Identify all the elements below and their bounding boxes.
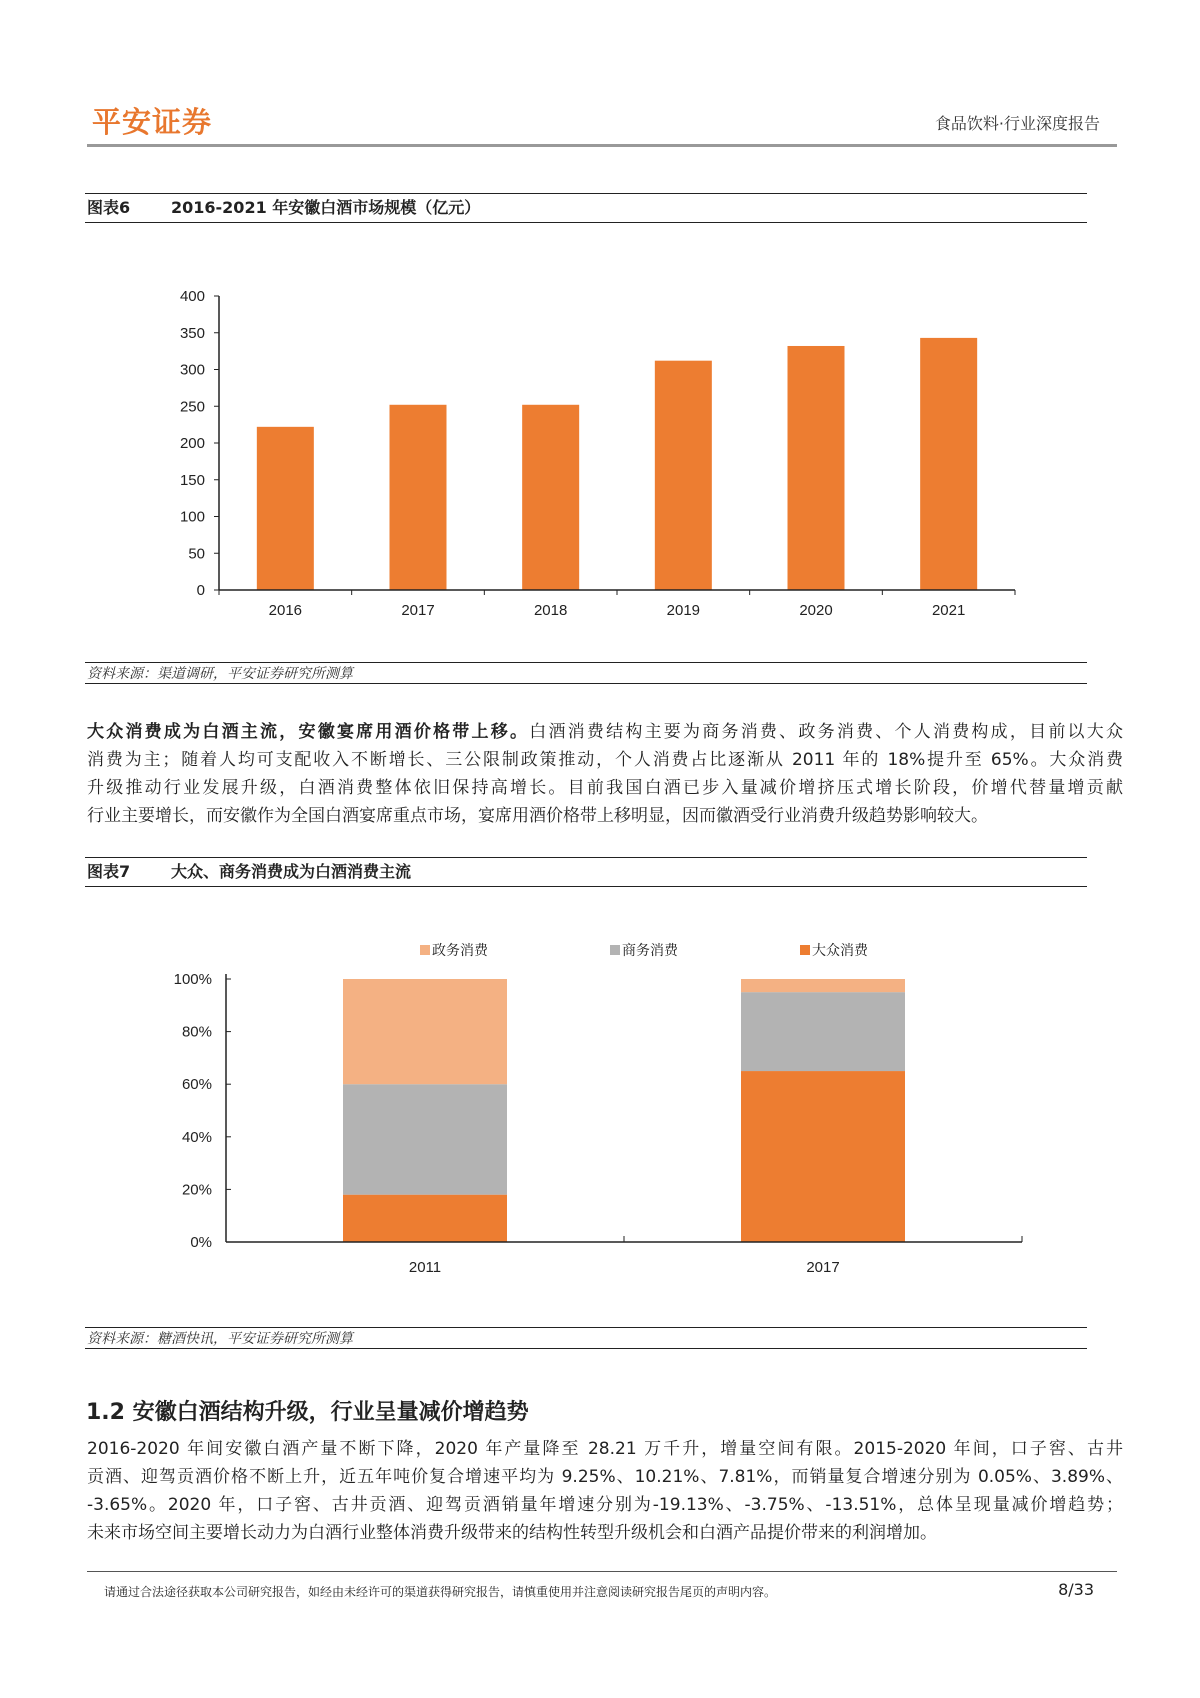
- figure6-source: 资料来源：渠道调研，平安证券研究所测算: [85, 662, 1087, 684]
- bar-segment-2017-商务消费: [741, 992, 905, 1071]
- y-tick-label: 60%: [181, 1076, 212, 1094]
- y-tick-label: 100: [179, 508, 205, 526]
- figure6-title: [85, 193, 1087, 223]
- bar-segment-2011-政务消费: [343, 979, 507, 1084]
- x-tick-label: 2021: [931, 602, 966, 619]
- bar-2019: [655, 361, 712, 590]
- page-number: 8/33: [1058, 1580, 1094, 1599]
- y-tick-label: 0%: [190, 1234, 212, 1251]
- y-tick-label: 20%: [181, 1181, 212, 1199]
- bar-2021: [920, 338, 977, 590]
- legend-label: 政务消费: [432, 942, 488, 958]
- bar-segment-2011-大众消费: [343, 1195, 507, 1242]
- consumption-structure-stacked-chart: [150, 930, 1050, 1290]
- paragraph-line: 贡酒、迎驾贡酒价格不断上升，近五年吨价复合增速平均为 9.25%、10.21%、7.81%，而销量复合增速分别为 0.05%、3.89%、: [87, 1467, 1123, 1487]
- y-tick-label: 50: [188, 545, 205, 563]
- x-tick-label: 2018: [533, 602, 568, 619]
- footer-disclaimer: 请通过合法途径获取本公司研究报告，如经由未经许可的渠道获得研究报告，请慎重使用并注意阅读研究报告尾页的声明内容。: [104, 1585, 777, 1599]
- paragraph-line: -3.65%。2020 年，口子窖、古井贡酒、迎驾贡酒销量年增速分别为-19.13%、-3.75%、-13.51%，总体呈现量减价增趋势；: [87, 1495, 1123, 1515]
- figure6-number: 图表6: [87, 198, 131, 217]
- y-tick-label: 0: [196, 582, 205, 599]
- bar-segment-2011-商务消费: [343, 1084, 507, 1194]
- legend-label: 商务消费: [622, 942, 678, 958]
- x-tick-label: 2017: [401, 602, 435, 619]
- y-tick-label: 100%: [173, 971, 212, 988]
- paragraph-consumption: [87, 718, 1123, 830]
- figure7-caption: 大众、商务消费成为白酒消费主流: [171, 862, 412, 881]
- x-tick-label: 2020: [799, 602, 833, 619]
- x-tick-label: 2011: [408, 1259, 442, 1276]
- x-tick-label: 2019: [666, 602, 701, 619]
- bar-2016: [257, 427, 314, 590]
- figure7-source: 资料来源：糖酒快讯，平安证券研究所测算: [85, 1327, 1087, 1349]
- legend-swatch-政务消费: [420, 945, 430, 955]
- figure7-number: 图表7: [87, 862, 131, 881]
- paragraph-line: 消费为主；随着人均可支配收入不断增长、三公限制政策推动，个人消费占比逐渐从 2011 年的 18%提升至 65%。大众消费: [87, 750, 1123, 770]
- y-tick-label: 80%: [181, 1023, 212, 1041]
- bar-2020: [788, 346, 845, 590]
- paragraph-line: 2016-2020 年间安徽白酒产量不断下降，2020 年产量降至 28.21 万千升，增量空间有限。2015-2020 年间，口子窖、古井: [87, 1439, 1123, 1459]
- x-tick-label: 2017: [806, 1259, 840, 1276]
- paragraph-lead: 大众消费成为白酒主流，安徽宴席用酒价格带上移。: [87, 722, 530, 742]
- paragraph-line: 行业主要增长，而安徽作为全国白酒宴席重点市场，宴席用酒价格带上移明显，因而徽酒受行业消费升级趋势影响较大。: [87, 806, 988, 826]
- legend-label: 大众消费: [812, 942, 868, 958]
- legend-swatch-商务消费: [610, 945, 620, 955]
- y-tick-label: 150: [179, 471, 205, 489]
- bar-segment-2017-政务消费: [741, 979, 905, 992]
- header-divider: [87, 144, 1117, 147]
- paragraph-line: 未来市场空间主要增长动力为白酒行业整体消费升级带来的结构性转型升级机会和白酒产品提价带来的利润增加。: [87, 1523, 937, 1543]
- y-tick-label: 400: [179, 288, 205, 305]
- section-heading: 1.2 安徽白酒结构升级，行业呈量减价增趋势: [86, 1400, 529, 1425]
- footer-divider: [87, 1571, 1117, 1572]
- bar-2017: [390, 405, 447, 590]
- legend-swatch-大众消费: [800, 945, 810, 955]
- y-tick-label: 350: [179, 324, 205, 342]
- paragraph-line: 白酒消费结构主要为商务消费、政务消费、个人消费构成，目前以大众: [529, 722, 1123, 742]
- paragraph-structure: [87, 1435, 1123, 1547]
- y-tick-label: 250: [179, 398, 205, 416]
- market-size-bar-chart: [150, 280, 1050, 630]
- bar-segment-2017-大众消费: [741, 1071, 905, 1242]
- bar-2018: [522, 405, 579, 590]
- brand-logo: 平安证券: [92, 105, 213, 139]
- report-category: 食品饮料·行业深度报告: [934, 114, 1100, 133]
- x-tick-label: 2016: [268, 602, 303, 619]
- figure6-caption: 2016-2021 年安徽白酒市场规模（亿元）: [171, 198, 481, 217]
- paragraph-line: 升级推动行业发展升级，白酒消费整体依旧保持高增长。目前我国白酒已步入量减价增挤压式增长阶段，价增代替量增贡献: [87, 778, 1123, 798]
- y-tick-label: 40%: [181, 1128, 212, 1146]
- y-tick-label: 300: [179, 361, 205, 379]
- figure7-title: [85, 857, 1087, 887]
- y-tick-label: 200: [179, 435, 205, 452]
